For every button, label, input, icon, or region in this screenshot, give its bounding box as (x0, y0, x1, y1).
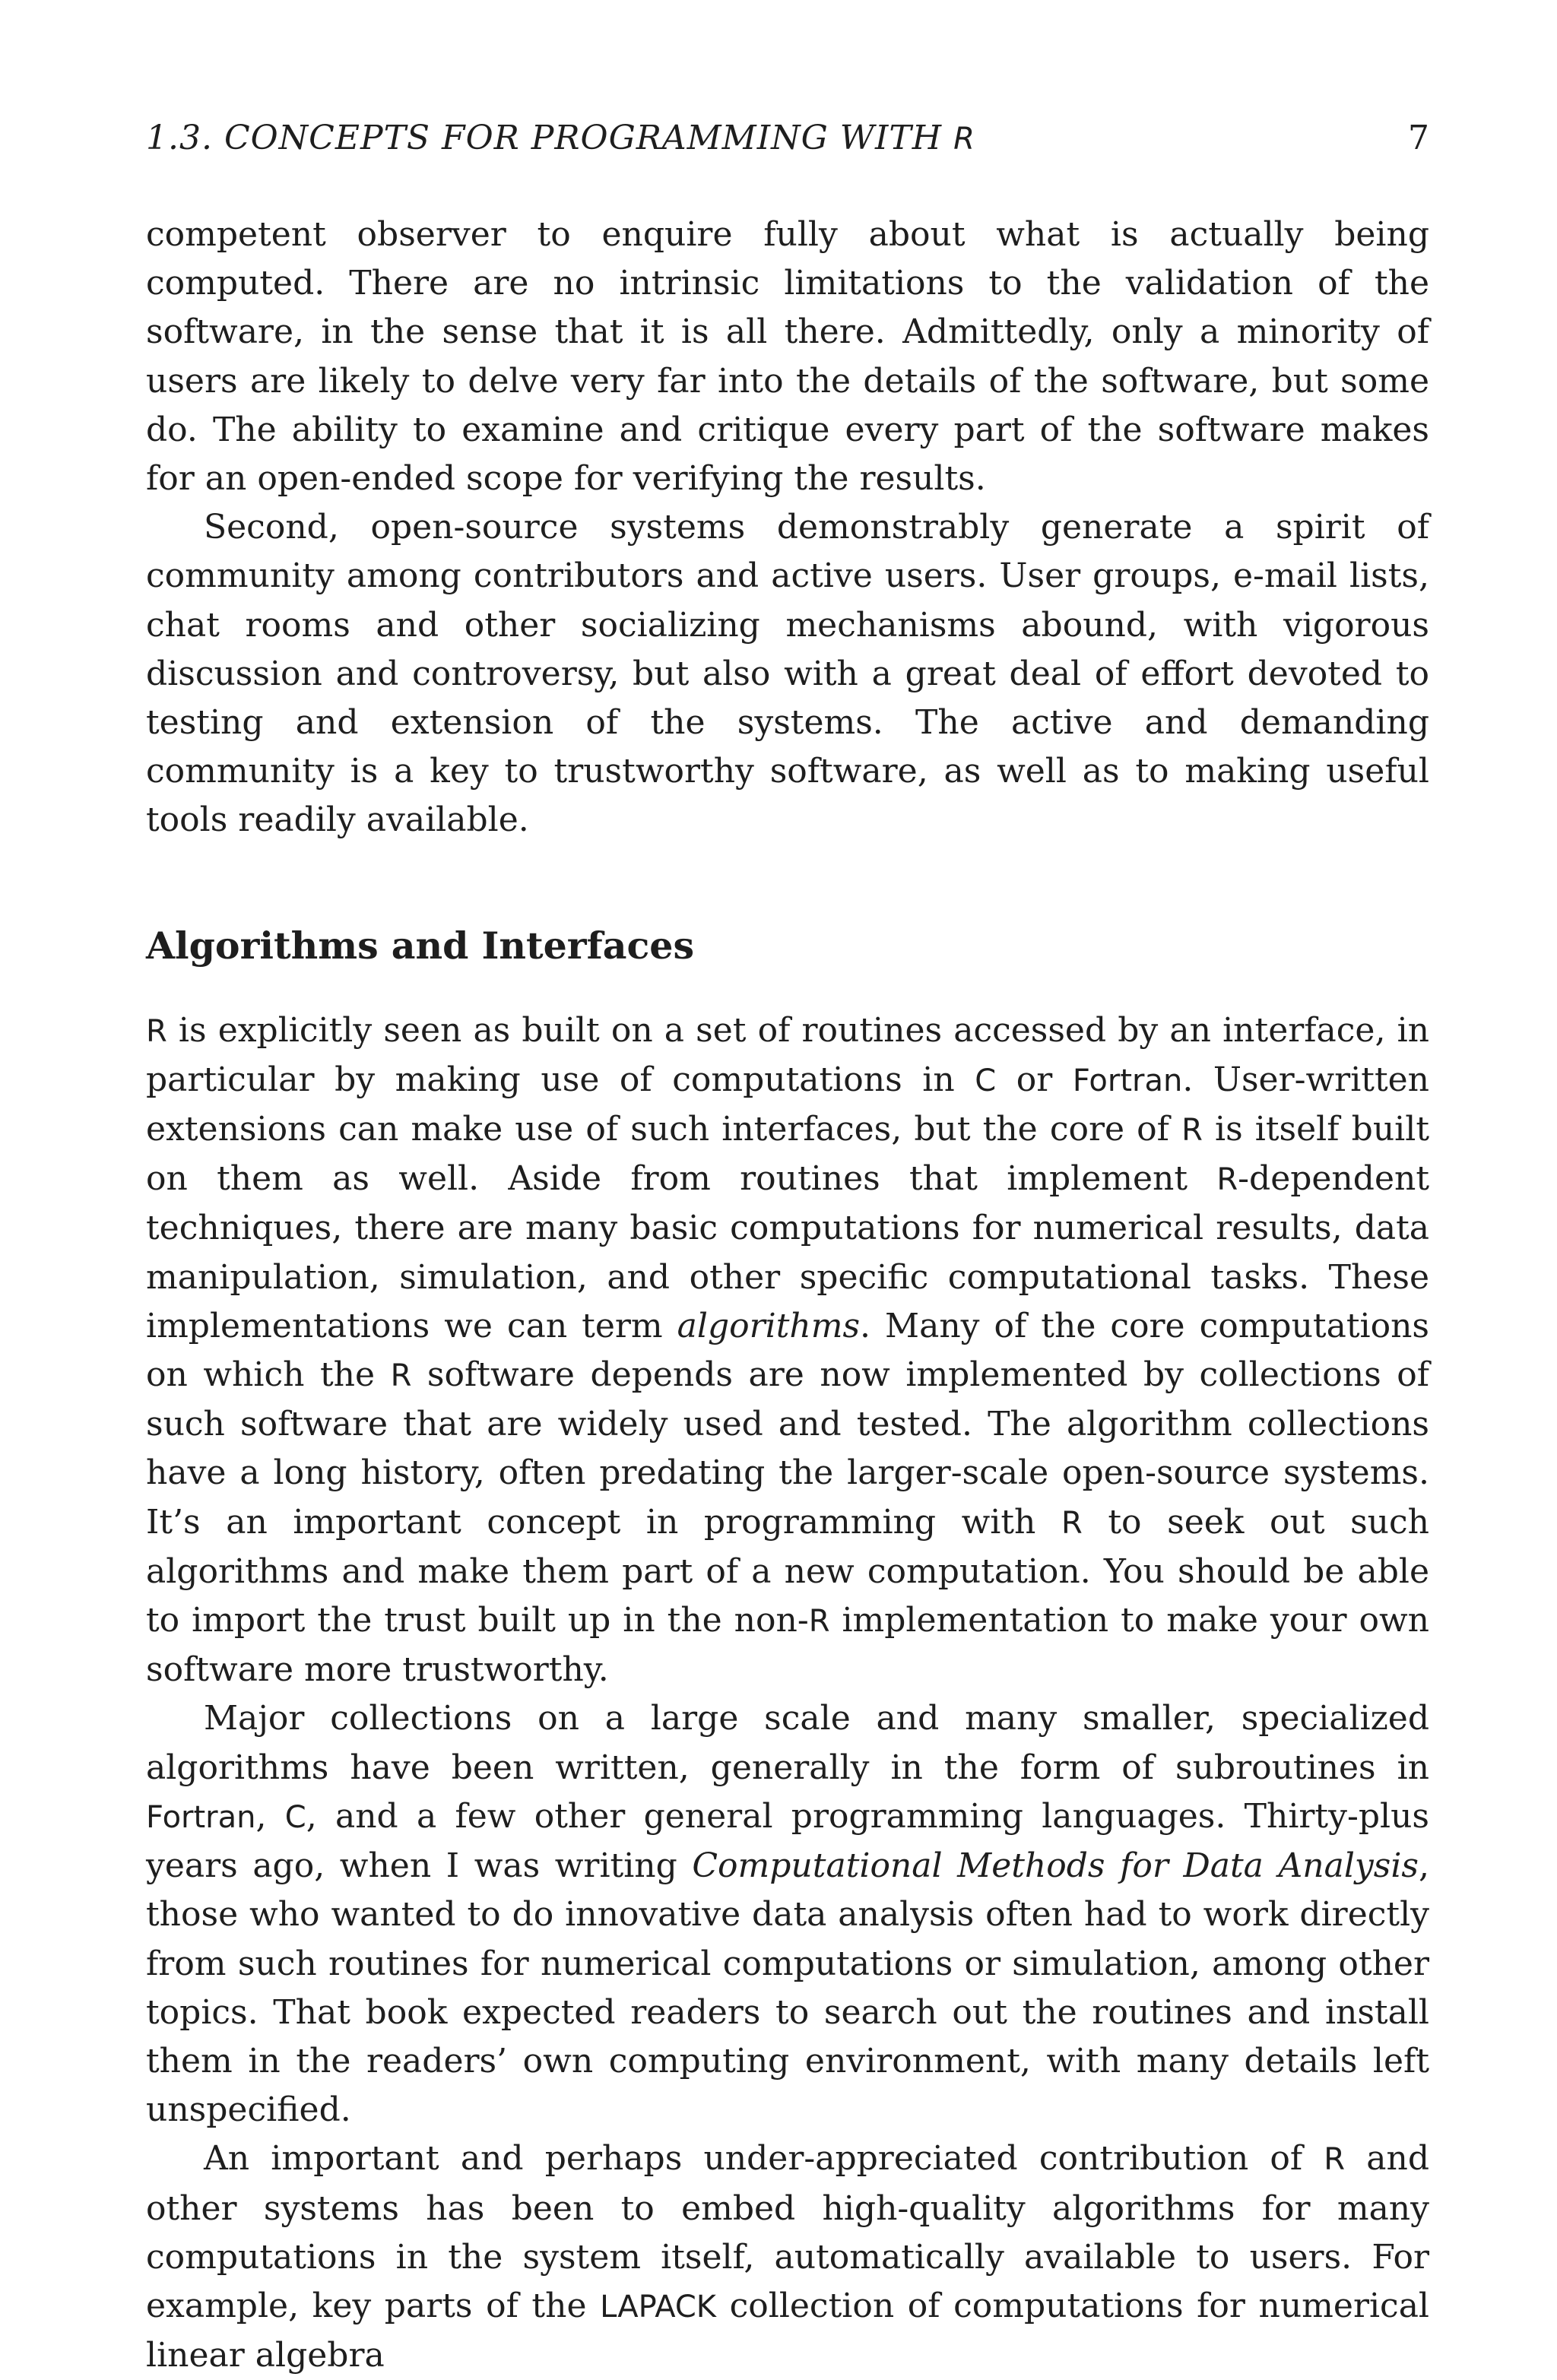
paragraph-continued: competent observer to enquire fully about what is actually being computed. There are no intrinsic limitations to the validation of the software, in the sense that it is all there. Admittedly, only a minority of users are likely to delve very far into the details of the software, but some do. The ability to examine and critique every part of the software makes for an open-ended scope for verifying the results. (146, 215, 1429, 499)
paragraph-contribution: An important and perhaps under-appreciated contribution of R and other systems has been to embed high-quality algorithms for many computations in the system itself, automatically available to users. For example, key parts of the LAPACK collection of computations for numerical linear algebra (146, 2139, 1429, 2375)
paragraph-algorithms: R is explicitly seen as built on a set of routines accessed by an interface, in particular by making use of computations in C or Fortran. User-written extensions can make use of such interfaces, but the core of R is itself built on them as well. Aside from routines that implement R-dependent techniques, there are many basic computations for numerical results, data manipulation, simulation, and other specific computational tasks. These implementations we can term algorithms. Many of the core computations on which the R software depends are now implemented by collections of such software that are widely used and tested. The algorithm collections have a long history, often predating the larger-scale open-source systems. It’s an important concept in programming with R to seek out such algorithms and make them part of a new computation. You should be able to import the trust built up in the non-R implementation to make your own software more trustworthy. (146, 1010, 1430, 1690)
book-page (146, 114, 1429, 2380)
paragraph-community: Second, open-source systems demonstrably generate a spirit of community among contributors and active users. User groups, e-mail lists, chat rooms and other socializing mechanisms abound, with vigorous discussion and controversy, but also with a great deal of effort devoted to testing and extension of the systems. The active and demanding community is a key to trustworthy software, as well as to making useful tools readily available. (146, 508, 1429, 840)
running-head (146, 114, 1429, 163)
paragraph-collections: Major collections on a large scale and many smaller, specialized algorithms have been written, generally in the form of subroutines in Fortran, C, and a few other general programming languages. Thirty-plus years ago, when I was writing Computational Methods for Data Analysis, those who wanted to do innovative data analysis often had to work directly from such routines for numerical computations or simulation, among other topics. That book expected readers to search out the routines and install them in the readers’ own computing environment, with many details left unspecified. (146, 1699, 1430, 2130)
section-title: 1.3. CONCEPTS FOR PROGRAMMING WITH R (146, 119, 975, 157)
page-number: 7 (1408, 119, 1429, 157)
section-heading: Algorithms and Interfaces (146, 923, 695, 968)
